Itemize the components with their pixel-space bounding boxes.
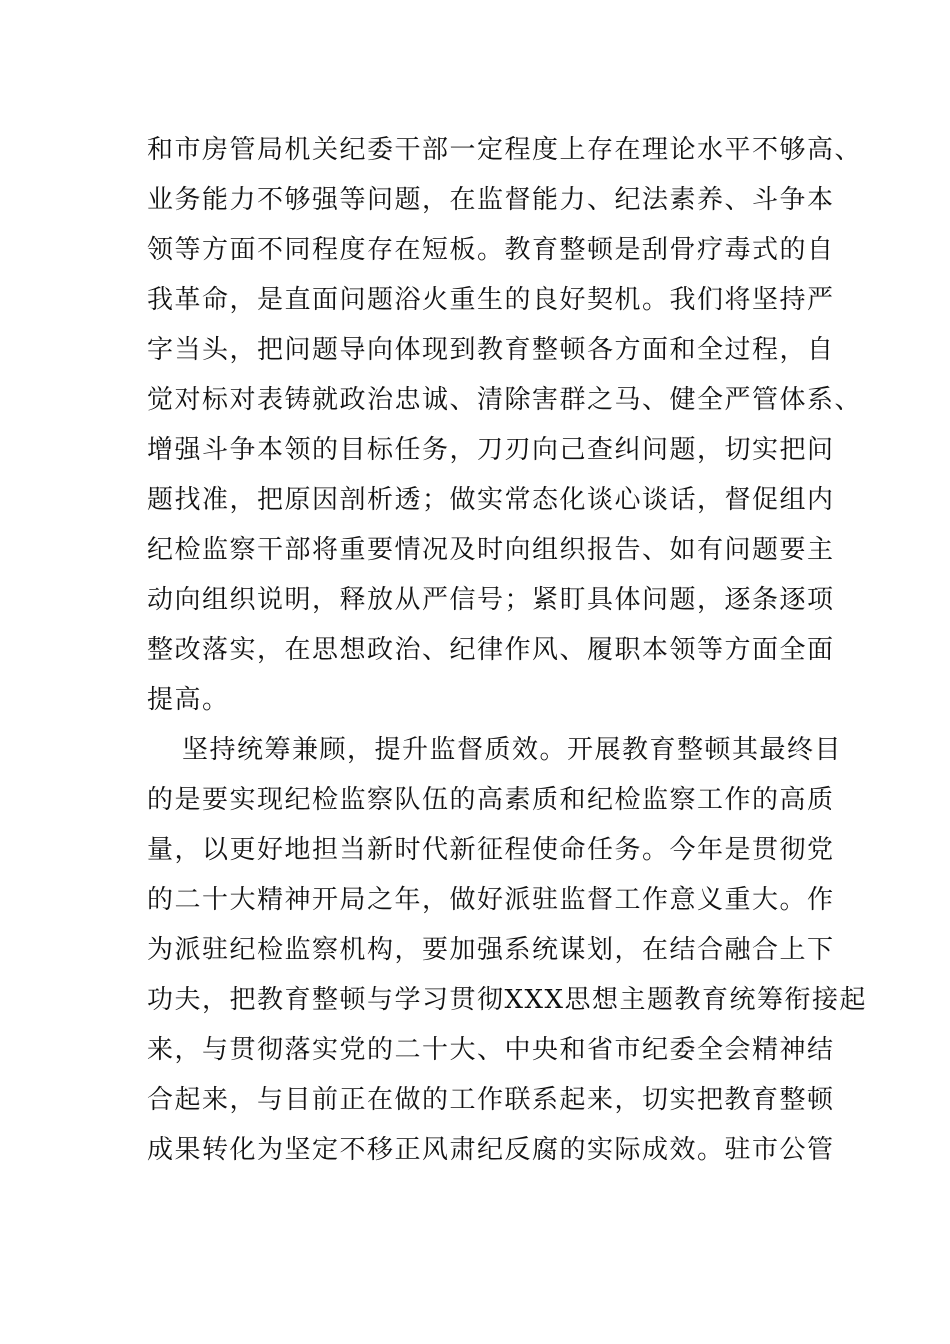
paragraph-1-line-6: 觉对标对表铸就政治忠诚、清除害群之马、健全严管体系、 — [147, 385, 863, 415]
paragraph-1-line-11: 整改落实，在思想政治、纪律作风、履职本领等方面全面 — [147, 635, 835, 665]
paragraph-2-line-1: 坚持统筹兼顾，提升监督质效。开展教育整顿其最终目 — [182, 735, 843, 765]
paragraph-1-line-3: 领等方面不同程度存在短板。教育整顿是刮骨疗毒式的自 — [147, 235, 835, 265]
paragraph-1-line-10: 动向组织说明，释放从严信号；紧盯具体问题，逐条逐项 — [147, 585, 835, 615]
paragraph-1-line-7: 增强斗争本领的目标任务，刀刃向己查纠问题，切实把问 — [147, 435, 835, 465]
paragraph-2-line-7: 来，与贯彻落实党的二十大、中央和省市纪委全会精神结 — [147, 1035, 835, 1065]
paragraph-2-line-5: 为派驻纪检监察机构，要加强系统谋划，在结合融合上下 — [147, 935, 835, 965]
paragraph-1-line-4: 我革命，是直面问题浴火重生的良好契机。我们将坚持严 — [147, 285, 835, 315]
paragraph-1-line-1: 和市房管局机关纪委干部一定程度上存在理论水平不够高、 — [147, 135, 863, 165]
paragraph-1-line-12: 提高。 — [147, 685, 230, 715]
paragraph-2-line-9: 成果转化为坚定不移正风肃纪反腐的实际成效。驻市公管 — [147, 1135, 835, 1165]
paragraph-2-line-8: 合起来，与目前正在做的工作联系起来，切实把教育整顿 — [147, 1085, 835, 1115]
paragraph-2-line-3: 量，以更好地担当新时代新征程使命任务。今年是贯彻党 — [147, 835, 835, 865]
paragraph-1-line-9: 纪检监察干部将重要情况及时向组织报告、如有问题要主 — [147, 535, 835, 565]
paragraph-1-line-8: 题找准，把原因剖析透；做实常态化谈心谈话，督促组内 — [147, 485, 835, 515]
paragraph-2-line-4: 的二十大精神开局之年，做好派驻监督工作意义重大。作 — [147, 885, 835, 915]
paragraph-1-line-2: 业务能力不够强等问题，在监督能力、纪法素养、斗争本 — [147, 185, 835, 215]
paragraph-2-line-2: 的是要实现纪检监察队伍的高素质和纪检监察工作的高质 — [147, 785, 835, 815]
paragraph-1-line-5: 字当头，把问题导向体现到教育整顿各方面和全过程，自 — [147, 335, 835, 365]
paragraph-2-line-6: 功夫，把教育整顿与学习贯彻XXX思想主题教育统筹衔接起 — [147, 985, 868, 1015]
